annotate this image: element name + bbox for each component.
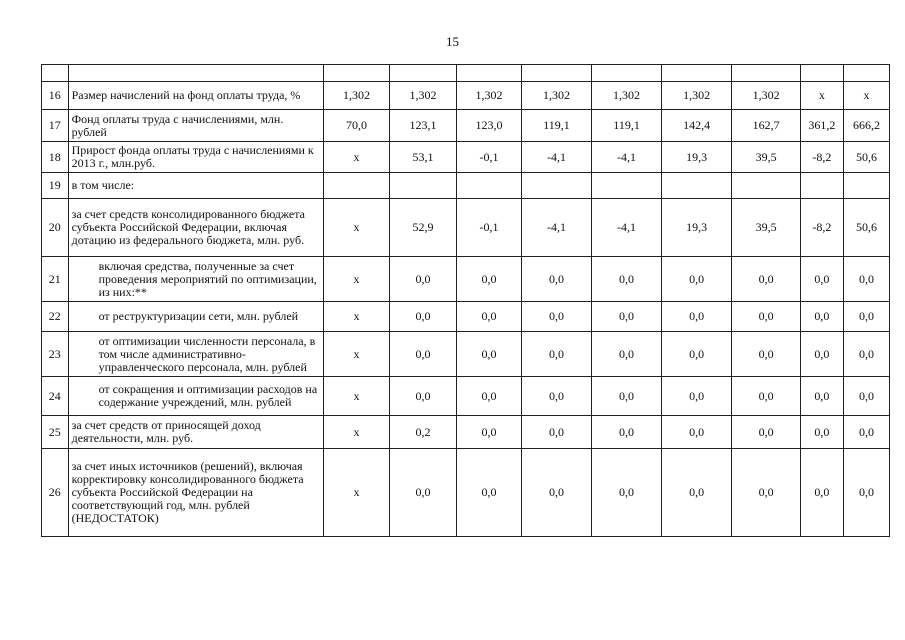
data-table bbox=[41, 64, 890, 537]
row-label: от сокращения и оптимизации расходов на содержание учреждений, млн. рублей bbox=[68, 377, 324, 416]
value-cell bbox=[324, 173, 389, 199]
value-cell: 0,0 bbox=[843, 416, 889, 449]
value-cell: -4,1 bbox=[521, 199, 592, 257]
value-cell: 0,0 bbox=[732, 449, 801, 537]
row-number: 26 bbox=[42, 449, 69, 537]
value-cell: 0,0 bbox=[521, 257, 592, 302]
value-cell: 1,302 bbox=[661, 82, 732, 110]
value-cell: 0,0 bbox=[800, 416, 843, 449]
value-cell: 0,0 bbox=[521, 377, 592, 416]
row-label: включая средства, полученные за счет проведения мероприятий по оптимизации, из них:** bbox=[68, 257, 324, 302]
value-cell: 0,0 bbox=[521, 449, 592, 537]
row-label: за счет средств от приносящей доход деятельности, млн. руб. bbox=[68, 416, 324, 449]
value-cell bbox=[592, 173, 662, 199]
value-cell: х bbox=[324, 449, 389, 537]
value-cell: х bbox=[843, 82, 889, 110]
value-cell: 0,0 bbox=[661, 449, 732, 537]
value-cell: -4,1 bbox=[521, 142, 592, 173]
value-cell: 0,0 bbox=[389, 332, 457, 377]
value-cell: 0,0 bbox=[389, 377, 457, 416]
row-label: за счет средств консолидированного бюджета субъекта Российской Федерации, включая дотацию из федерального бюджета, млн. руб. bbox=[68, 199, 324, 257]
value-cell: 0,0 bbox=[732, 332, 801, 377]
value-cell: 0,0 bbox=[521, 302, 592, 332]
value-cell: 1,302 bbox=[457, 82, 521, 110]
value-cell: х bbox=[800, 82, 843, 110]
table-row bbox=[42, 142, 890, 173]
value-cell: 0,0 bbox=[661, 257, 732, 302]
value-cell: 0,0 bbox=[457, 416, 521, 449]
value-cell: 50,6 bbox=[843, 142, 889, 173]
value-cell: 1,302 bbox=[732, 82, 801, 110]
value-cell: -0,1 bbox=[457, 199, 521, 257]
value-cell: 0,0 bbox=[389, 449, 457, 537]
value-cell: 0,0 bbox=[732, 302, 801, 332]
value-cell: -4,1 bbox=[592, 199, 662, 257]
value-cell: 0,0 bbox=[800, 449, 843, 537]
table-row bbox=[42, 199, 890, 257]
row-number: 18 bbox=[42, 142, 69, 173]
value-cell: 123,1 bbox=[389, 110, 457, 142]
value-cell bbox=[843, 173, 889, 199]
value-cell: 0,0 bbox=[389, 257, 457, 302]
value-cell: х bbox=[324, 377, 389, 416]
value-cell: 0,0 bbox=[592, 302, 662, 332]
value-cell: 0,0 bbox=[843, 377, 889, 416]
row-number: 20 bbox=[42, 199, 69, 257]
value-cell bbox=[457, 173, 521, 199]
value-cell: 1,302 bbox=[521, 82, 592, 110]
value-cell: 119,1 bbox=[592, 110, 662, 142]
value-cell: 0,0 bbox=[592, 416, 662, 449]
value-cell: 0,0 bbox=[521, 416, 592, 449]
value-cell: 119,1 bbox=[521, 110, 592, 142]
value-cell bbox=[521, 173, 592, 199]
value-cell: 0,0 bbox=[457, 332, 521, 377]
value-cell: 142,4 bbox=[661, 110, 732, 142]
value-cell: 19,3 bbox=[661, 199, 732, 257]
value-cell: 0,0 bbox=[457, 257, 521, 302]
value-cell: 0,0 bbox=[661, 302, 732, 332]
value-cell: 19,3 bbox=[661, 142, 732, 173]
value-cell bbox=[389, 173, 457, 199]
value-cell: 0,0 bbox=[592, 332, 662, 377]
value-cell: 0,0 bbox=[800, 257, 843, 302]
table-header-row bbox=[42, 65, 890, 82]
row-number: 21 bbox=[42, 257, 69, 302]
value-cell: 52,9 bbox=[389, 199, 457, 257]
row-label: в том числе: bbox=[68, 173, 324, 199]
table-row bbox=[42, 302, 890, 332]
value-cell: 0,0 bbox=[457, 449, 521, 537]
value-cell: 1,302 bbox=[389, 82, 457, 110]
value-cell: 50,6 bbox=[843, 199, 889, 257]
value-cell: 0,0 bbox=[800, 332, 843, 377]
row-label: за счет иных источников (решений), включая корректировку консолидированного бюджета субъекта Российской Федерации на соответствующий год, млн. рублей (НЕДОСТАТОК) bbox=[68, 449, 324, 537]
table-row bbox=[42, 173, 890, 199]
value-cell: х bbox=[324, 142, 389, 173]
value-cell: 123,0 bbox=[457, 110, 521, 142]
value-cell: 0,0 bbox=[732, 416, 801, 449]
value-cell: х bbox=[324, 199, 389, 257]
value-cell: 0,0 bbox=[843, 257, 889, 302]
value-cell: 0,0 bbox=[457, 302, 521, 332]
value-cell: 39,5 bbox=[732, 142, 801, 173]
value-cell: х bbox=[324, 302, 389, 332]
row-number: 24 bbox=[42, 377, 69, 416]
row-number: 16 bbox=[42, 82, 69, 110]
table-row bbox=[42, 416, 890, 449]
value-cell: 0,0 bbox=[843, 302, 889, 332]
value-cell bbox=[661, 173, 732, 199]
row-number: 25 bbox=[42, 416, 69, 449]
value-cell: 0,0 bbox=[800, 377, 843, 416]
value-cell bbox=[800, 173, 843, 199]
value-cell: 0,2 bbox=[389, 416, 457, 449]
value-cell: 0,0 bbox=[457, 377, 521, 416]
value-cell: 666,2 bbox=[843, 110, 889, 142]
value-cell: х bbox=[324, 257, 389, 302]
table-row bbox=[42, 449, 890, 537]
value-cell: -0,1 bbox=[457, 142, 521, 173]
table-row bbox=[42, 332, 890, 377]
value-cell: -8,2 bbox=[800, 142, 843, 173]
row-label: Прирост фонда оплаты труда с начислениями к 2013 г., млн.руб. bbox=[68, 142, 324, 173]
value-cell: 0,0 bbox=[732, 377, 801, 416]
value-cell: 0,0 bbox=[592, 449, 662, 537]
value-cell: 1,302 bbox=[324, 82, 389, 110]
value-cell: 0,0 bbox=[843, 449, 889, 537]
value-cell: 0,0 bbox=[843, 332, 889, 377]
row-label: от реструктуризации сети, млн. рублей bbox=[68, 302, 324, 332]
value-cell: 53,1 bbox=[389, 142, 457, 173]
value-cell: х bbox=[324, 416, 389, 449]
value-cell: 0,0 bbox=[521, 332, 592, 377]
table-row bbox=[42, 257, 890, 302]
value-cell: 0,0 bbox=[592, 257, 662, 302]
value-cell: 361,2 bbox=[800, 110, 843, 142]
row-number: 19 bbox=[42, 173, 69, 199]
value-cell: 1,302 bbox=[592, 82, 662, 110]
row-label: от оптимизации численности персонала, в том числе административно-управленческого персонала, млн. рублей bbox=[68, 332, 324, 377]
value-cell: 70,0 bbox=[324, 110, 389, 142]
row-number: 23 bbox=[42, 332, 69, 377]
row-number: 22 bbox=[42, 302, 69, 332]
row-label: Размер начислений на фонд оплаты труда, % bbox=[68, 82, 324, 110]
table-row bbox=[42, 377, 890, 416]
value-cell: 39,5 bbox=[732, 199, 801, 257]
value-cell: -4,1 bbox=[592, 142, 662, 173]
value-cell: 0,0 bbox=[389, 302, 457, 332]
value-cell: 0,0 bbox=[661, 416, 732, 449]
table-row bbox=[42, 110, 890, 142]
value-cell: 0,0 bbox=[661, 377, 732, 416]
value-cell bbox=[732, 173, 801, 199]
value-cell: 0,0 bbox=[592, 377, 662, 416]
page-number: 15 bbox=[446, 34, 459, 49]
value-cell: -8,2 bbox=[800, 199, 843, 257]
value-cell: 0,0 bbox=[661, 332, 732, 377]
value-cell: х bbox=[324, 332, 389, 377]
value-cell: 162,7 bbox=[732, 110, 801, 142]
row-number: 17 bbox=[42, 110, 69, 142]
value-cell: 0,0 bbox=[732, 257, 801, 302]
value-cell: 0,0 bbox=[800, 302, 843, 332]
table-row bbox=[42, 82, 890, 110]
row-label: Фонд оплаты труда с начислениями, млн. рублей bbox=[68, 110, 324, 142]
